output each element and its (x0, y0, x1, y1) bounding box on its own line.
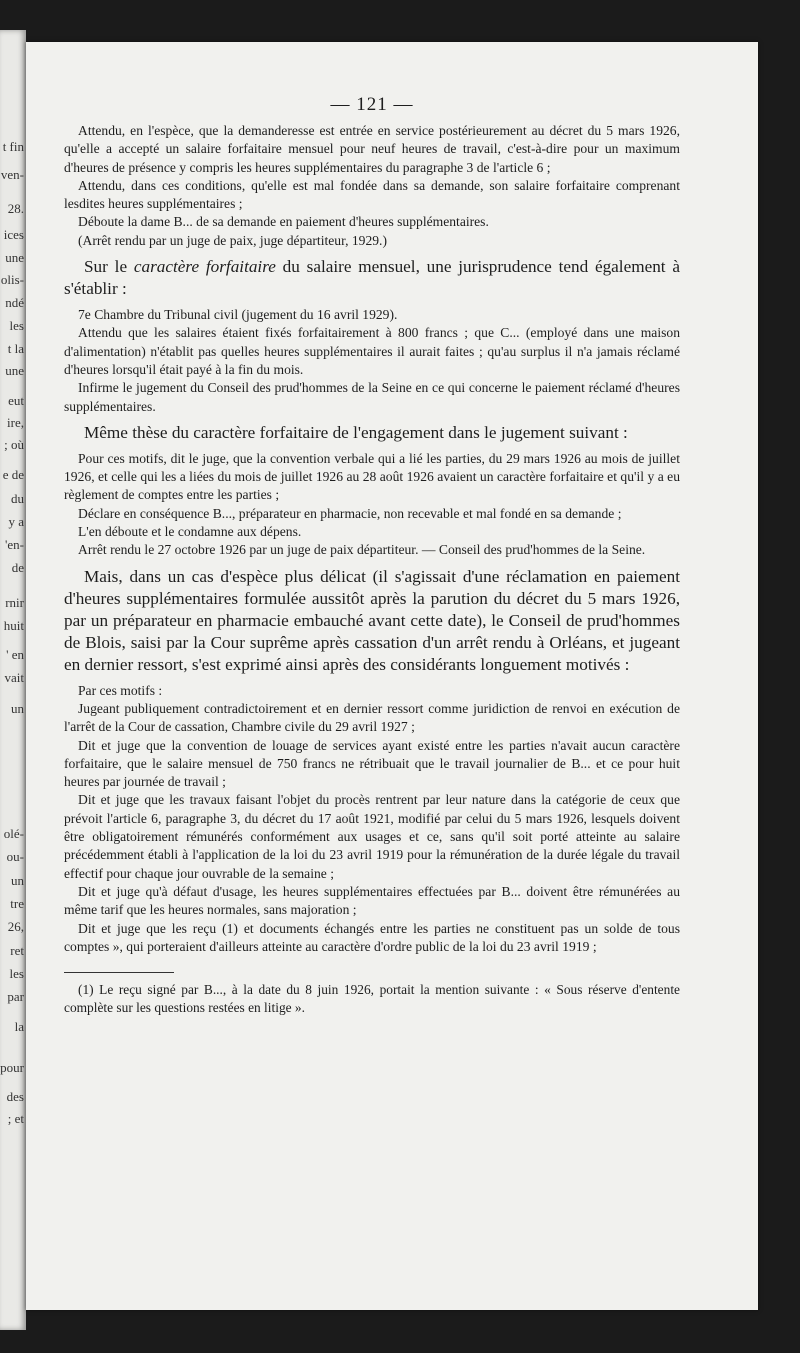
margin-fragment: e de (2, 467, 24, 482)
citation-block (64, 122, 680, 250)
citation-block (64, 306, 680, 416)
citation-paragraph: Pour ces motifs, dit le juge, que la convention verbale qui a lié les parties, du 29 mars 1926 au mois de juillet 1926, et celle qui les a liées du mois de juillet 1926 au 28 août 1926 avaient un caractère forfaitaire et qu'il y a eu règlement de comptes entre les parties ; (64, 450, 680, 503)
margin-fragment: eut (8, 393, 24, 408)
margin-fragment: 'en- (5, 537, 24, 552)
citation-paragraph: 7e Chambre du Tribunal civil (jugement du 16 avril 1929). (78, 307, 398, 323)
margin-fragment: de (11, 560, 24, 575)
margin-fragment: un (11, 701, 24, 716)
commentary-text: Sur le (84, 257, 134, 277)
margin-fragment: ; où (4, 437, 24, 452)
commentary-paragraph (64, 422, 680, 444)
margin-fragment: t fin (2, 139, 24, 154)
citation-block (64, 450, 680, 560)
margin-fragment: un (11, 873, 24, 888)
margin-fragment: olé- (3, 826, 24, 841)
margin-fragment: olis- (0, 272, 24, 287)
citation-paragraph: Attendu, dans ces conditions, qu'elle est mal fondée dans sa demande, son salaire forfaitaire comprenant lesdites heures supplémentaires ; (64, 177, 680, 212)
citation-paragraph: Attendu, en l'espèce, que la demanderesse est entrée en service postérieurement au décret du 5 mars 1926, qu'elle a accepté un salaire forfaitaire mensuel pour neuf heures de travail, c'est-à-dire pour un maximum d'heures de présence y compris les heures supplémentaires du paragraphe 3 de l'article 6 ; (64, 123, 680, 175)
margin-fragment: pour (0, 1060, 24, 1075)
commentary-text: Mais, dans un cas d'espèce plus délicat (il s'agissait d'une réclamation en paiement d'heures supplémentaires formulée aussitôt après la parution du décret du 5 mars 1926, par un préparateur en pharmacie embauché avant cette date), le Conseil de prud'hommes de Blois, saisi par la Cour suprême après cassation d'un arrêt rendu à Orléans, et jugeant en dernier ressort, s'est exprimé ainsi après des considérants longuement motivés : (64, 566, 680, 674)
margin-fragment: huit (3, 618, 24, 633)
citation-paragraph: Jugeant publiquement contradictoirement et en dernier ressort comme juridiction de renvoi en exécution de l'arrêt de la Cour de cassation, Chambre civile du 29 avril 1927 ; (64, 700, 680, 735)
citation-block (64, 682, 680, 956)
footnote (64, 981, 680, 1017)
margin-fragment: ' en (6, 647, 24, 662)
margin-fragment: y a (8, 514, 24, 529)
page-content (64, 94, 680, 1017)
margin-fragment: par (7, 989, 24, 1004)
page-number: — 121 — (330, 94, 414, 115)
citation-paragraph: Dit et juge que la convention de louage de services ayant existé entre les parties n'avait aucun caractère forfaitaire, que le salaire mensuel de 750 francs ne rétribuait que le travail journalier de B... et ce pour huit heures par journée de travail ; (64, 737, 680, 790)
margin-fragment: vait (4, 670, 24, 685)
citation-paragraph: Déboute la dame B... de sa demande en paiement d'heures supplémentaires. (78, 214, 489, 230)
commentary-text: Même thèse du caractère forfaitaire de l'engagement dans le jugement suivant : (84, 422, 628, 442)
body-text (64, 122, 680, 956)
citation-paragraph: Infirme le jugement du Conseil des prud'hommes de la Seine en ce qui concerne le paiement réclamé d'heures supplémentaires. (64, 380, 680, 414)
citation-paragraph: Dit et juge que les reçu (1) et documents échangés entre les parties ne constituent pas un solde de tous comptes », qui porteraient d'ailleurs atteinte au caractère d'ordre public de la loi du 23 avril 1919 ; (64, 920, 680, 954)
margin-fragment: 26, (7, 919, 24, 934)
footnote-text: (1) Le reçu signé par B..., à la date du 8 juin 1926, portait la mention suivante : « Sous réserve d'entente complète sur les questions restées en litige ». (64, 982, 680, 1016)
margin-fragment: ire, (7, 415, 24, 430)
margin-fragment: ; et (7, 1111, 24, 1126)
citation-paragraph: Attendu que les salaires étaient fixés forfaitairement à 800 francs ; que C... (employé dans une maison d'alimentation) n'établit pas quelles heures supplémentaires il aurait faites ; qu'au surplus il n'a jamais réclamé d'heures lorsqu'il était payé à la fin du mois. (64, 325, 680, 377)
commentary-text: du salaire mensuel, une jurisprudence tend également à s'établir : (64, 257, 680, 299)
margin-fragment: une (5, 250, 24, 265)
commentary-paragraph (64, 566, 680, 676)
citation-paragraph: Déclare en conséquence B..., préparateur en pharmacie, non recevable et mal fondé en sa demande ; (78, 505, 622, 521)
margin-fragment: t la (7, 341, 24, 356)
margin-fragment: tre (10, 896, 24, 911)
margin-fragment: ou- (6, 849, 24, 864)
footnote-divider (64, 972, 174, 973)
document-page (26, 42, 758, 1310)
previous-page-edge (0, 30, 26, 1330)
margin-fragment: les (9, 966, 24, 981)
citation-paragraph: L'en déboute et le condamne aux dépens. (78, 524, 302, 540)
margin-fragment: 28. (7, 201, 24, 216)
margin-fragment: la (14, 1019, 24, 1034)
margin-fragment: ndé (5, 295, 24, 310)
citation-paragraph: Par ces motifs : (78, 682, 163, 698)
commentary-paragraph (64, 256, 680, 300)
citation-paragraph: Arrêt rendu le 27 octobre 1926 par un juge de paix départiteur. — Conseil des prud'hommes de la Seine. (78, 542, 646, 558)
margin-fragment: ices (3, 227, 24, 242)
margin-fragment: des (6, 1089, 24, 1104)
margin-fragment: ret (10, 943, 24, 958)
margin-fragment: une (5, 363, 24, 378)
emphasis-text: caractère forfaitaire (133, 257, 276, 277)
citation-paragraph: Dit et juge qu'à défaut d'usage, les heures supplémentaires effectuées par B... doivent être rémunérées au même tarif que les heures normales, sans majoration ; (64, 883, 680, 918)
margin-fragment: les (9, 318, 24, 333)
margin-fragment: ven- (0, 167, 24, 182)
margin-fragment: du (11, 491, 24, 506)
margin-fragment: rnir (5, 595, 24, 610)
citation-paragraph: Dit et juge que les travaux faisant l'objet du procès rentrent par leur nature dans la catégorie de ceux que prévoit l'article 6, paragraphe 3, du décret du 17 août 1921, modifié par celui du 5 mars 1926, lesquels doivent être obligatoirement rémunérés conformément aux usages et ce, sans qu'il soit porté atteinte au salaire précédemment établi à l'application de la loi du 23 avril 1919 pour la rémunération de la durée légale du travail effectif pour chaque jour ouvrable de la semaine ; (64, 792, 680, 881)
citation-paragraph: (Arrêt rendu par un juge de paix, juge départiteur, 1929.) (78, 232, 387, 248)
